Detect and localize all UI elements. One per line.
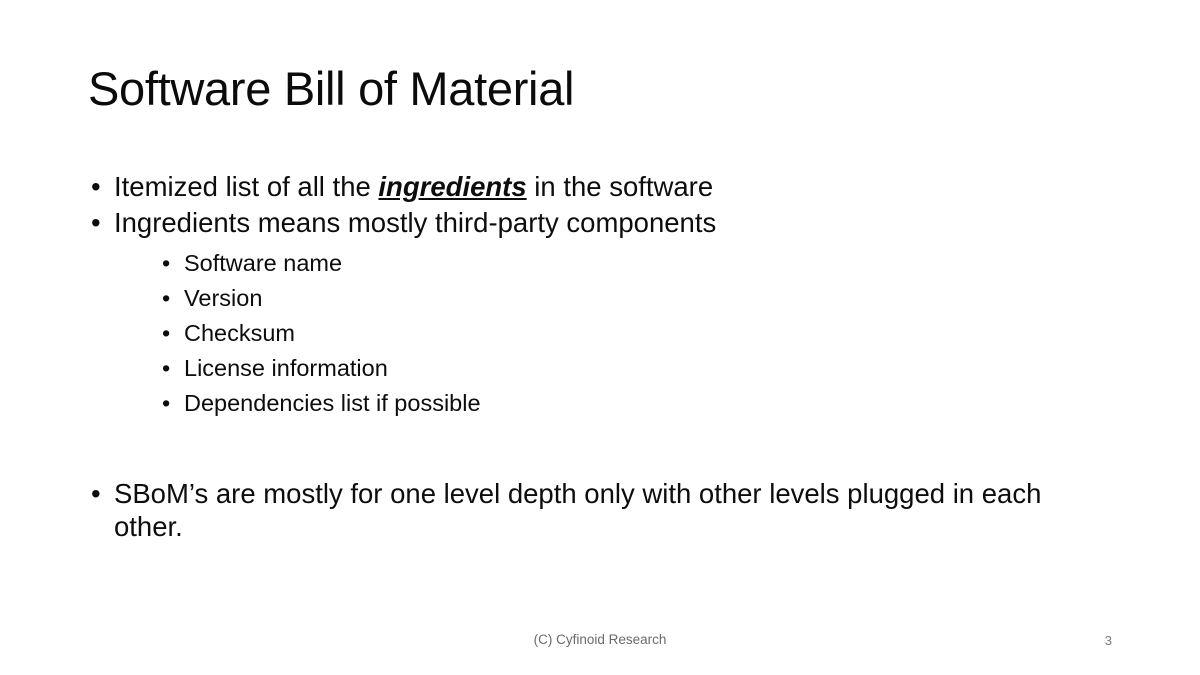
list-item-text: SBoM’s are mostly for one level depth only with other levels plugged in each other.	[114, 477, 1042, 543]
bullet-glyph-icon: •	[162, 389, 171, 416]
list-item	[160, 316, 1098, 351]
sub-bullet-list	[114, 246, 1098, 421]
list-item-text: Version	[184, 284, 263, 311]
bullet-glyph-icon: •	[162, 354, 171, 381]
list-spacer	[88, 423, 1098, 477]
list-item-emphasis: ingredients	[378, 171, 527, 202]
list-item-text: Itemized list of all the	[114, 171, 379, 202]
list-item	[160, 386, 1098, 421]
list-item-text-tail: in the software	[526, 171, 714, 202]
bullet-glyph-icon: •	[162, 319, 171, 346]
list-item-text: License information	[184, 354, 388, 381]
slide-number: 3	[1104, 633, 1112, 648]
list-item	[88, 170, 1098, 204]
bullet-glyph-icon: •	[91, 206, 101, 238]
list-item-text: Checksum	[184, 319, 296, 346]
list-item	[160, 246, 1098, 281]
list-item-text: Ingredients means mostly third-party components	[114, 206, 717, 238]
footer-copyright: (C) Cyfinoid Research	[533, 632, 667, 647]
bullet-glyph-icon: •	[91, 477, 101, 509]
page-title: Software Bill of Material	[88, 62, 575, 115]
list-item	[160, 351, 1098, 386]
bullet-glyph-icon: •	[162, 284, 171, 311]
list-item	[160, 281, 1098, 316]
list-item	[88, 206, 1098, 421]
slide-body	[88, 170, 1098, 546]
list-item-text: Software name	[184, 249, 343, 276]
bullet-glyph-icon: •	[91, 171, 101, 202]
list-item-text: Dependencies list if possible	[184, 389, 481, 416]
bullet-glyph-icon: •	[162, 249, 171, 276]
list-item	[88, 477, 1098, 545]
bullet-list	[88, 170, 1098, 544]
